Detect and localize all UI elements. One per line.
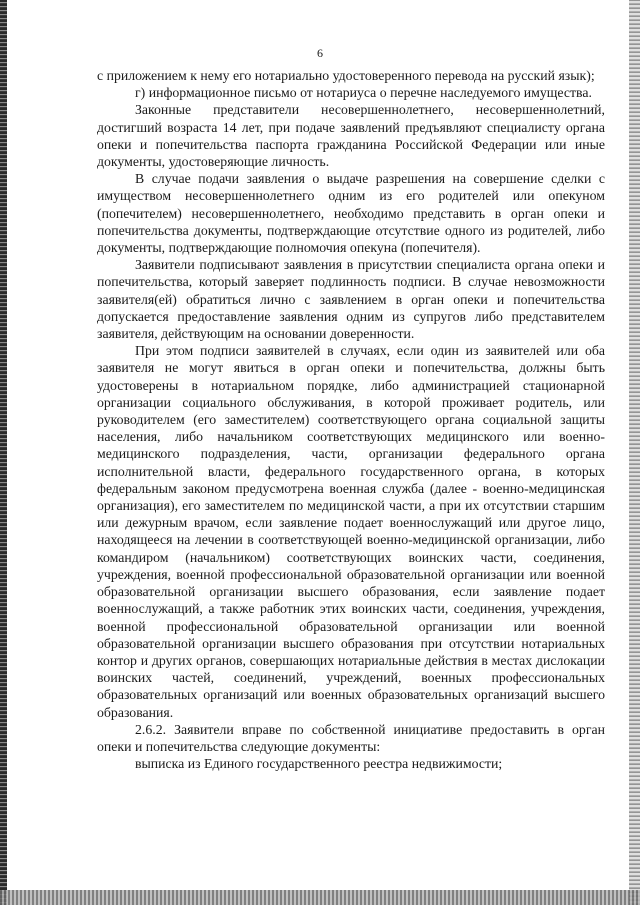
paragraph: г) информационное письмо от нотариуса о перечне наследуемого имущества. (135, 85, 592, 101)
scan-edge-bottom (0, 890, 640, 905)
paragraph: При этом подписи заявителей в случаях, если один из заявителей или оба заявителя не могут явиться в орган опеки и попечительства, должны быть удостоверены в нотариальном порядке, либо администрацией стационарной организации социального обслуживания, в которой проживает родитель, или руководителем (его заместителем) соответствующего органа социальной защиты населения, либо начальником соответствующих медицинского или военно-медицинского подразделения, части, организации федерального органа исполнительной власти, федерального государственного органа, в которых федеральным законом предусмотрена военная служба (далее - военно-медицинская организация), его заместителем по медицинской части, а при их отсутствии старшим или дежурным врачом, если заявление подает военнослужащий или другое лицо, находящееся на лечении в соответствующей военно-медицинской организации, либо командиром (начальником) соответствующих воинских части, соединения, учреждения, военной профессиональной образовательной организации или военной образовательной организации высшего образования, если заявление подает военнослужащий, а также работник этих воинских части, соединения, учреждения, военной профессиональной образовательной организации или военной образовательной организации высшего образования при отсутствии нотариальных контор и других органов, совершающих нотариальные действия в местах дислокации воинских частей, соединений, учреждений, военных профессиональных образовательных организаций или военных образовательных организаций высшего образования. (97, 343, 605, 720)
paragraph: Законные представители несовершеннолетнего, несовершеннолетний, достигший возраста 14 лет, при подаче заявлений предъявляют специалисту органа опеки и попечительства паспорта гражданина Российской Федерации или иные документы, удостоверяющие личность. (97, 102, 605, 170)
paragraph: 2.6.2. Заявители вправе по собственной инициативе предоставить в орган опеки и попечительства следующие документы: (97, 721, 605, 754)
page-number: 6 (317, 46, 323, 60)
paragraph: с приложением к нему его нотариально удостоверенного перевода на русский язык); (97, 68, 595, 83)
scan-edge-right (629, 0, 640, 905)
scan-edge-left (0, 0, 7, 905)
document-body (97, 67, 605, 772)
paragraph: выписка из Единого государственного реестра недвижимости; (135, 756, 503, 772)
paragraph: Заявители подписывают заявления в присутствии специалиста органа опеки и попечительства, который заверяет подлинность подписи. В случае невозможности заявителя(ей) обратиться лично с заявлением в орган опеки и попечительства допускается предоставление заявления одним из супругов либо представителем заявителя, действующим на основании доверенности. (97, 257, 605, 342)
paragraph: В случае подачи заявления о выдаче разрешения на совершение сделки с имуществом несовершеннолетнего одним из его родителей или опекуном (попечителем) несовершеннолетнего, необходимо представить в орган опеки и попечительства документы, подтверждающие отсутствие одного из родителей, либо документы, подтверждающие полномочия опекуна (попечителя). (97, 171, 605, 256)
